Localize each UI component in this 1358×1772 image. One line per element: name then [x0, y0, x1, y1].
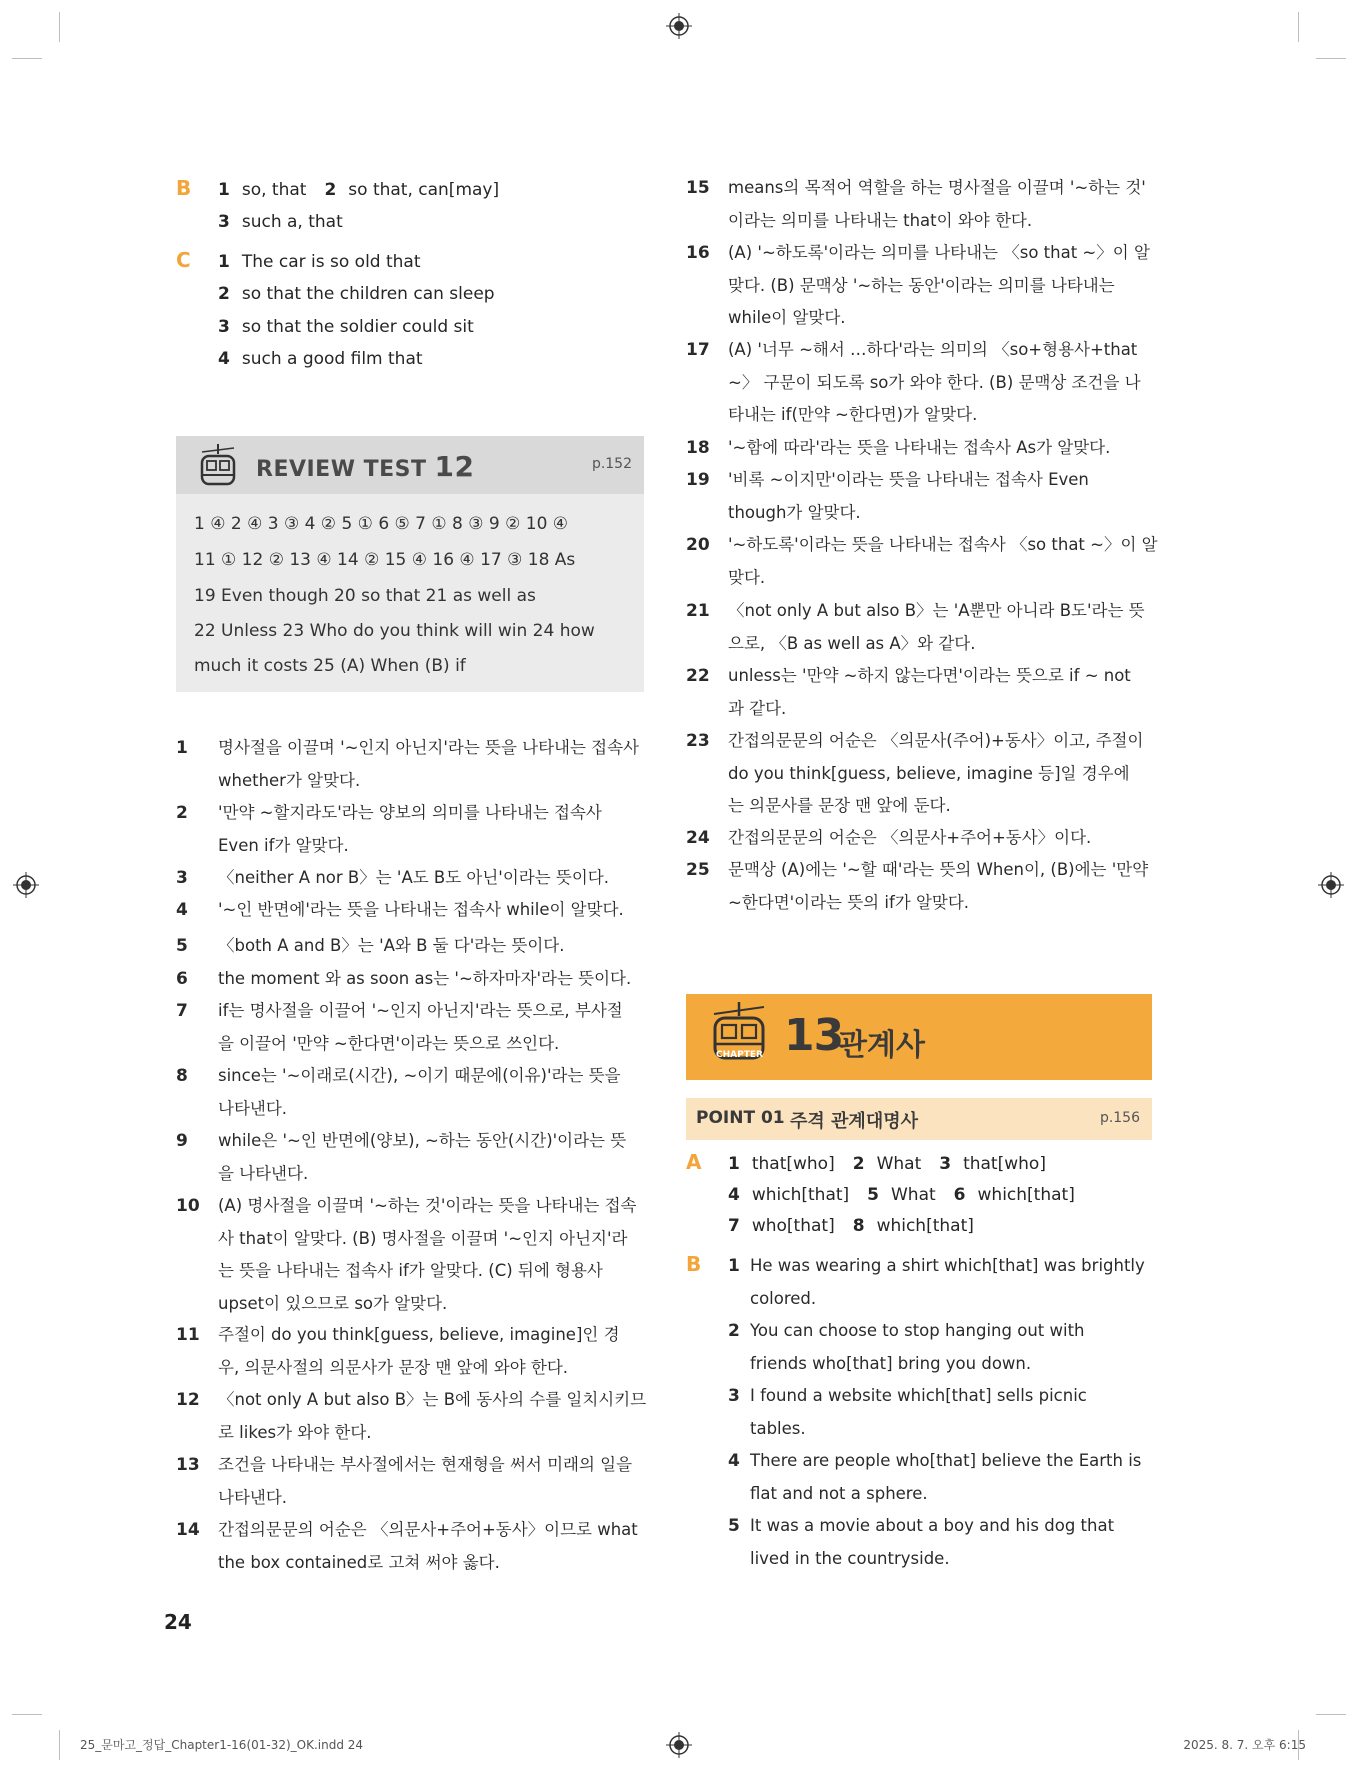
- section-letter-b-right: B: [686, 1252, 702, 1276]
- answer-number: 4: [728, 1451, 740, 1471]
- answer-row: [218, 174, 499, 206]
- review-test-label: REVIEW TEST: [256, 457, 427, 482]
- sentence-answer-item: [728, 1250, 1154, 1315]
- registration-mark-icon: [1318, 872, 1344, 898]
- answer-text-line: There are people who[that] believe the Earth is: [750, 1451, 1142, 1470]
- chapter-icon-label: CHAPTER: [716, 1050, 763, 1060]
- explanation-text-line: the box contained로 고쳐 써야 옳다.: [218, 1552, 500, 1572]
- answer-row: [728, 1210, 974, 1242]
- answer-text-line: colored.: [750, 1288, 817, 1308]
- answer-text: which[that]: [751, 1185, 850, 1205]
- explanation-item: [686, 822, 1156, 855]
- explanation-text-line: 맞다.: [728, 567, 766, 587]
- explanation-item: [176, 1319, 650, 1384]
- answer-text: What: [891, 1185, 936, 1205]
- page-number: 24: [164, 1610, 192, 1634]
- explanation-number: 17: [686, 340, 710, 360]
- explanation-text-line: Even if가 알맞다.: [218, 835, 349, 855]
- answer-text-line: It was a movie about a boy and his dog that: [750, 1516, 1115, 1535]
- explanation-text-line: 〈neither A nor B〉는 'A도 B도 아닌'이라는 뜻이다.: [218, 868, 609, 887]
- answer-number: 5: [728, 1516, 740, 1536]
- explanation-item: [176, 797, 650, 862]
- explanation-text-line: (A) '~하도록'이라는 의미를 나타내는 〈so that ~〉이 알: [728, 243, 1150, 262]
- explanation-number: 10: [176, 1196, 200, 1216]
- answer-number: 2: [852, 1154, 865, 1174]
- answer-number: 7: [728, 1216, 740, 1236]
- review-test-header: [176, 436, 644, 494]
- explanation-number: 21: [686, 601, 710, 621]
- explanation-number: 22: [686, 666, 710, 686]
- section-letter-c: C: [176, 248, 191, 272]
- explanation-number: 11: [176, 1325, 200, 1345]
- explanation-text-line: 을 나타낸다.: [218, 1163, 309, 1183]
- explanation-text-line: (A) 명사절을 이끌며 '~하는 것'이라는 뜻을 나타내는 접속: [218, 1196, 637, 1215]
- explanation-text-line: 〈both A and B〉는 'A와 B 둘 다'라는 뜻이다.: [218, 936, 565, 955]
- answer-number: 2: [324, 180, 337, 200]
- answer-number: 2: [728, 1321, 740, 1341]
- answer-number: 3: [939, 1154, 952, 1174]
- explanation-text-line: 이라는 의미를 나타내는 that이 와야 한다.: [728, 210, 1033, 230]
- explanation-text-line: if는 명사절을 이끌어 '~인지 아닌지'라는 뜻으로, 부사절: [218, 1001, 623, 1020]
- explanation-text-line: 나타낸다.: [218, 1487, 288, 1507]
- explanation-text-line: whether가 알맞다.: [218, 770, 361, 790]
- answer-number: 1: [728, 1154, 740, 1174]
- explanation-text-line: 주절이 do you think[guess, believe, imagine]인 경: [218, 1325, 620, 1344]
- review-test-page: p.152: [591, 456, 632, 472]
- crop-mark: [12, 58, 42, 59]
- explanation-text-line: the moment 와 as soon as는 '~하자마자'라는 뜻이다.: [218, 969, 632, 988]
- explanation-number: 1: [176, 738, 188, 758]
- explanation-number: 24: [686, 828, 710, 848]
- explanation-text-line: 타내는 if(만약 ~한다면)가 알맞다.: [728, 405, 978, 424]
- explanation-item: [686, 237, 1156, 335]
- review-test-box: [176, 436, 644, 692]
- review-test-number: 12: [434, 450, 475, 483]
- explanation-text-line: 문맥상 (A)에는 '~할 때'라는 뜻의 When이, (B)에는 '만약: [728, 860, 1149, 879]
- chapter-title: 관계사: [838, 1028, 925, 1063]
- answer-text: who[that]: [751, 1216, 835, 1236]
- answer-text: so that the soldier could sit: [241, 317, 474, 337]
- sentence-answer-item: [728, 1445, 1154, 1510]
- answer-number: 6: [953, 1185, 966, 1205]
- chapter-number: 13: [784, 1010, 844, 1061]
- explanation-item: [686, 854, 1156, 919]
- answer-number: 1: [218, 180, 230, 200]
- crop-mark: [1316, 58, 1346, 59]
- explanation-text-line: 과 같다.: [728, 698, 787, 718]
- answer-text: that[who]: [751, 1154, 835, 1174]
- answer-text: such a good film that: [241, 349, 423, 369]
- crop-mark: [59, 12, 60, 42]
- explanation-item: [686, 334, 1156, 432]
- answer-number: 3: [728, 1386, 740, 1406]
- answer-row: [218, 206, 343, 238]
- answer-text: What: [876, 1154, 922, 1174]
- explanation-item: [176, 732, 650, 797]
- explanation-number: 3: [176, 868, 188, 888]
- explanation-text-line: 맞다. (B) 문맥상 '~하는 동안'이라는 의미를 나타내는: [728, 275, 1115, 295]
- registration-mark-icon: [666, 1732, 692, 1758]
- crop-mark: [59, 1730, 60, 1760]
- explanation-text-line: 명사절을 이끌며 '~인지 아닌지'라는 뜻을 나타내는 접속사: [218, 738, 639, 757]
- point-title: 주격 관계대명사: [790, 1111, 918, 1132]
- explanation-item: [686, 464, 1156, 529]
- answer-number: 4: [218, 349, 230, 369]
- explanation-item: [176, 963, 650, 996]
- point-bar: [686, 1098, 1152, 1140]
- crop-mark: [12, 1714, 42, 1715]
- explanation-text-line: ~〉 구문이 되도록 so가 와야 한다. (B) 문맥상 조건을 나: [728, 372, 1141, 392]
- explanation-item: [176, 1060, 650, 1125]
- explanation-text-line: 〈not only A but also B〉는 B에 동사의 수를 일치시키므: [218, 1390, 647, 1409]
- explanation-item: [686, 725, 1156, 823]
- explanation-number: 16: [686, 243, 710, 263]
- review-answer-line: 22 Unless 23 Who do you think will win 24 how: [194, 621, 595, 641]
- answer-row: [728, 1148, 1046, 1180]
- answer-number: 5: [867, 1185, 879, 1205]
- answer-number: 8: [852, 1216, 865, 1236]
- answer-text: so, that: [241, 180, 307, 200]
- answer-text: which[that]: [977, 1185, 1075, 1205]
- explanation-number: 20: [686, 535, 710, 555]
- explanation-text-line: means의 목적어 역할을 하는 명사절을 이끌며 '~하는 것': [728, 178, 1146, 197]
- sentence-answer-item: [728, 1315, 1154, 1380]
- answer-text-line: I found a website which[that] sells picnic: [750, 1386, 1087, 1405]
- explanation-text-line: 조건을 나타내는 부사절에서는 현재형을 써서 미래의 일을: [218, 1455, 633, 1474]
- answer-text: such a, that: [241, 212, 343, 232]
- explanation-text-line: 을 이끌어 '만약 ~한다면'이라는 뜻으로 쓰인다.: [218, 1033, 560, 1053]
- explanation-text-line: 으로, 〈B as well as A〉와 같다.: [728, 633, 976, 653]
- explanation-number: 13: [176, 1455, 200, 1475]
- answer-number: 1: [218, 252, 230, 272]
- explanation-number: 12: [176, 1390, 200, 1410]
- explanation-text-line: though가 알맞다.: [728, 502, 861, 522]
- answer-number: 3: [218, 317, 230, 337]
- answer-row: [728, 1179, 1075, 1211]
- answer-row: [218, 246, 421, 278]
- answer-text-line: He was wearing a shirt which[that] was brightly: [750, 1256, 1145, 1275]
- explanation-item: [176, 1384, 650, 1449]
- sentence-answer-item: [728, 1380, 1154, 1445]
- chapter-banner: [686, 994, 1152, 1080]
- section-letter-a: A: [686, 1150, 702, 1174]
- explanation-number: 25: [686, 860, 710, 880]
- crop-mark: [1316, 1714, 1346, 1715]
- explanation-item: [176, 1190, 650, 1320]
- explanation-number: 15: [686, 178, 710, 198]
- answer-text: so that, can[may]: [348, 180, 500, 200]
- explanation-item: [176, 894, 650, 927]
- explanation-text-line: 나타낸다.: [218, 1098, 288, 1118]
- answer-row: [218, 343, 423, 375]
- explanation-text-line: do you think[guess, believe, imagine 등]일 경우에: [728, 763, 1130, 783]
- answer-text-line: You can choose to stop hanging out with: [750, 1321, 1085, 1340]
- explanation-text-line: 간접의문문의 어순은 〈의문사+주어+동사〉이므로 what: [218, 1520, 638, 1539]
- review-test-title: [256, 450, 475, 483]
- explanation-number: 2: [176, 803, 188, 823]
- answer-number: 1: [728, 1256, 740, 1276]
- explanation-number: 4: [176, 900, 188, 920]
- footer-file-name: 25_문마고_정답_Chapter1-16(01-32)_OK.indd 24: [80, 1738, 364, 1752]
- point-label: POINT 01: [696, 1108, 785, 1128]
- explanation-number: 23: [686, 731, 710, 751]
- answer-text: The car is so old that: [241, 252, 421, 272]
- explanation-text-line: 로 likes가 와야 한다.: [218, 1422, 372, 1442]
- registration-mark-icon: [666, 13, 692, 39]
- explanation-item: [686, 529, 1156, 594]
- explanation-item: [176, 995, 650, 1060]
- explanation-text-line: '만약 ~할지라도'라는 양보의 의미를 나타내는 접속사: [218, 803, 602, 822]
- explanation-text-line: unless는 '만약 ~하지 않는다면'이라는 뜻으로 if ~ not: [728, 666, 1131, 685]
- answer-row: [218, 311, 474, 343]
- answer-text-line: friends who[that] bring you down.: [750, 1353, 1032, 1373]
- answer-text-line: tables.: [750, 1418, 806, 1438]
- explanation-text-line: while이 알맞다.: [728, 308, 846, 327]
- explanation-item: [686, 432, 1156, 465]
- explanation-number: 9: [176, 1131, 188, 1151]
- review-answer-line: 19 Even though 20 so that 21 as well as: [194, 586, 536, 606]
- review-answer-line: 11 ① 12 ② 13 ④ 14 ② 15 ④ 16 ④ 17 ③ 18 As: [194, 550, 576, 570]
- explanation-text-line: (A) '너무 ~해서 …하다'라는 의미의 〈so+형용사+that: [728, 340, 1138, 359]
- explanation-item: [176, 862, 650, 895]
- section-letter-b: B: [176, 176, 192, 200]
- explanation-text-line: 간접의문문의 어순은 〈의문사+주어+동사〉이다.: [728, 828, 1092, 847]
- explanation-item: [176, 1449, 650, 1514]
- answer-number: 4: [728, 1185, 740, 1205]
- answer-number: 3: [218, 212, 230, 232]
- answer-number: 2: [218, 284, 230, 304]
- explanation-text-line: upset이 있으므로 so가 알맞다.: [218, 1293, 448, 1313]
- answer-row: [218, 278, 495, 310]
- explanation-number: 5: [176, 936, 188, 956]
- answer-text: that[who]: [963, 1154, 1046, 1174]
- explanation-text-line: 사 that이 알맞다. (B) 명사절을 이끌며 '~인지 아닌지'라: [218, 1228, 628, 1248]
- explanation-item: [176, 1125, 650, 1190]
- review-answer-line: much it costs 25 (A) When (B) if: [194, 656, 466, 676]
- registration-mark-icon: [13, 872, 39, 898]
- explanation-text-line: since는 '~이래로(시간), ~이기 때문에(이유)'라는 뜻을: [218, 1066, 621, 1085]
- explanation-text-line: '~하도록'이라는 뜻을 나타내는 접속사 〈so that ~〉이 알: [728, 535, 1158, 554]
- explanation-item: [686, 595, 1156, 660]
- explanation-number: 14: [176, 1520, 200, 1540]
- review-answer-line: 1 ④ 2 ④ 3 ③ 4 ② 5 ① 6 ⑤ 7 ① 8 ③ 9 ② 10 ④: [194, 514, 569, 534]
- explanation-text-line: 는 의문사를 문장 맨 앞에 둔다.: [728, 796, 951, 815]
- explanation-text-line: while은 '~인 반면에(양보), ~하는 동안(시간)'이라는 뜻: [218, 1131, 627, 1150]
- answer-text: which[that]: [876, 1216, 974, 1236]
- sentence-answer-item: [728, 1510, 1154, 1575]
- answer-text: so that the children can sleep: [241, 284, 495, 304]
- explanation-number: 7: [176, 1001, 188, 1021]
- answer-text-line: lived in the countryside.: [750, 1548, 950, 1568]
- explanation-text-line: '~인 반면에'라는 뜻을 나타내는 접속사 while이 알맞다.: [218, 900, 624, 919]
- explanation-item: [176, 1514, 650, 1579]
- explanation-item: [176, 930, 650, 963]
- explanation-text-line: 간접의문문의 어순은 〈의문사(주어)+동사〉이고, 주절이: [728, 731, 1144, 750]
- explanation-text-line: 우, 의문사절의 의문사가 문장 맨 앞에 와야 한다.: [218, 1357, 569, 1377]
- answer-text-line: flat and not a sphere.: [750, 1483, 928, 1503]
- explanation-text-line: '~함에 따라'라는 뜻을 나타내는 접속사 As가 알맞다.: [728, 438, 1111, 457]
- explanation-number: 18: [686, 438, 710, 458]
- cable-car-icon: [198, 444, 238, 488]
- point-page: p.156: [1099, 1110, 1140, 1126]
- explanation-item: [686, 660, 1156, 725]
- footer-date: 2025. 8. 7. 오후 6:15: [1183, 1738, 1306, 1752]
- explanation-number: 8: [176, 1066, 188, 1086]
- explanation-number: 6: [176, 969, 188, 989]
- explanation-item: [686, 172, 1156, 237]
- explanation-text-line: ~한다면'이라는 뜻의 if가 알맞다.: [728, 892, 970, 912]
- explanation-text-line: '비록 ~이지만'이라는 뜻을 나타내는 접속사 Even: [728, 470, 1089, 489]
- crop-mark: [1298, 12, 1299, 42]
- explanation-number: 19: [686, 470, 710, 490]
- explanation-text-line: 는 뜻을 나타내는 접속사 if가 알맞다. (C) 뒤에 형용사: [218, 1261, 603, 1280]
- explanation-text-line: 〈not only A but also B〉는 'A뿐만 아니라 B도'라는 뜻: [728, 601, 1145, 620]
